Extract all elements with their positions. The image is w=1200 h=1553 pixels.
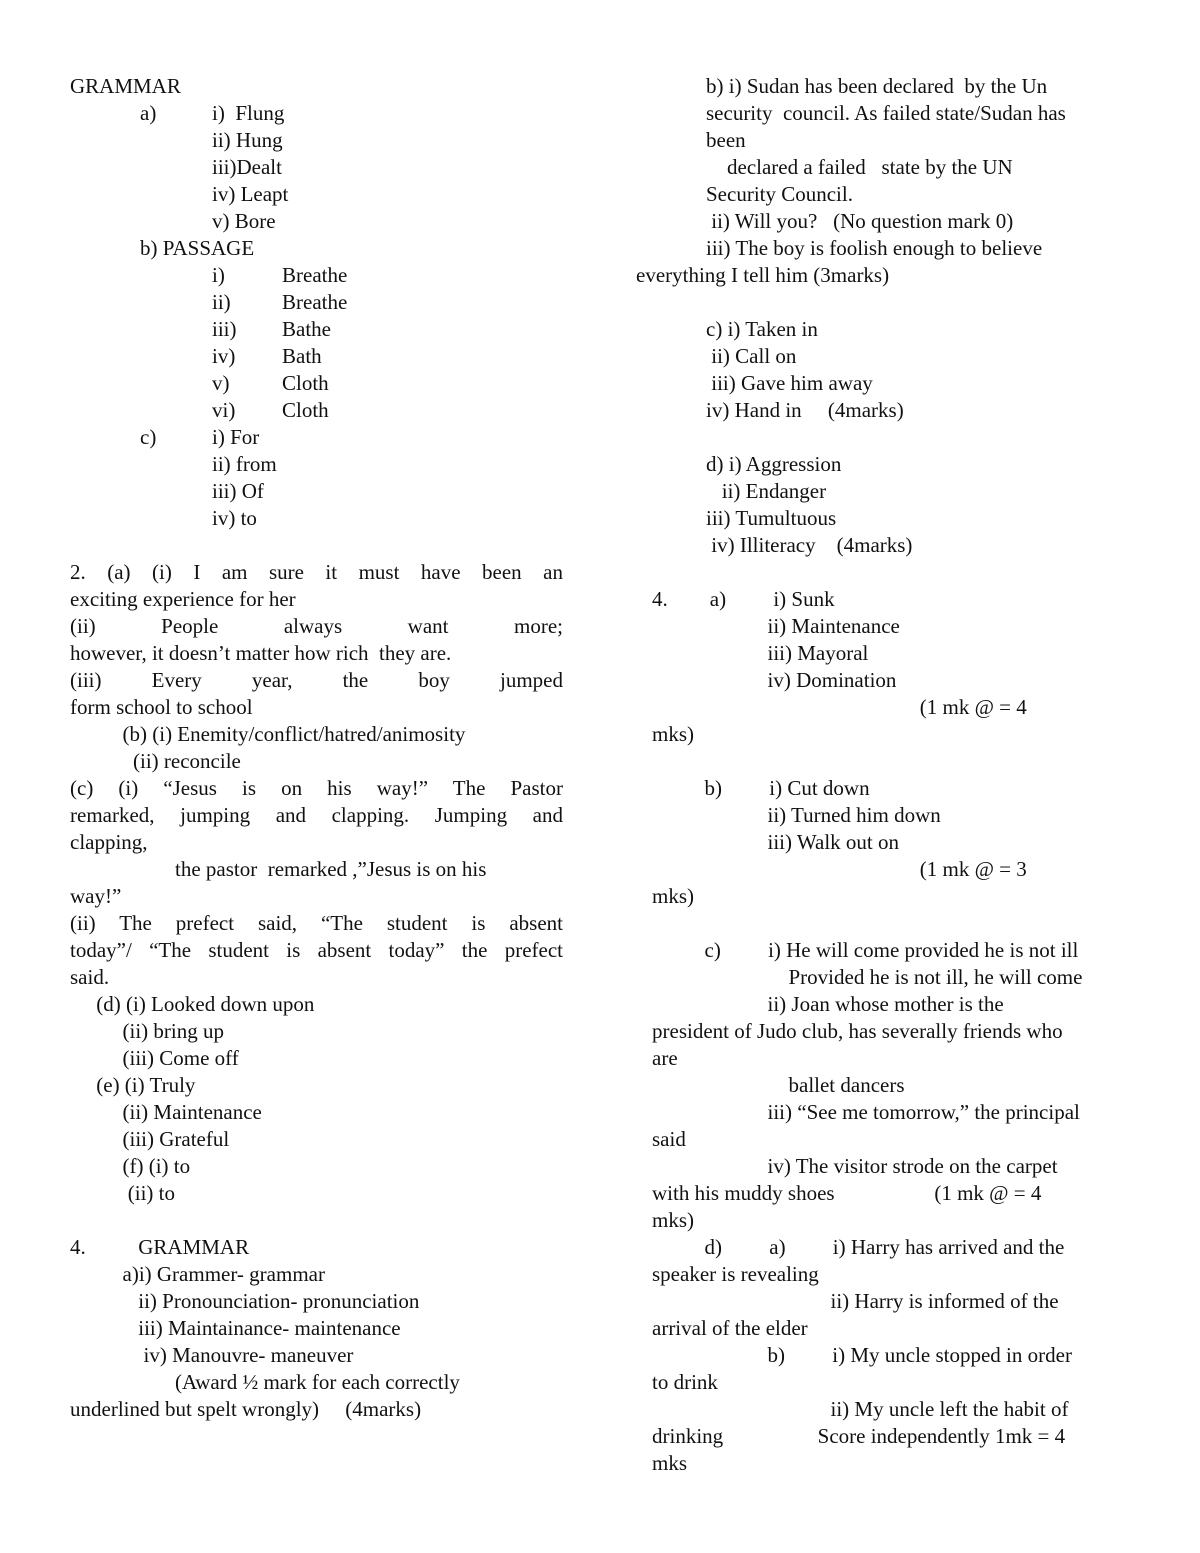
question-2-line: (ii) Maintenance bbox=[70, 1100, 262, 1124]
section-1b-label: b) PASSAGE bbox=[140, 236, 255, 260]
answer-1a-item: iv) Leapt bbox=[212, 182, 289, 206]
answer-1b-word: Bath bbox=[282, 344, 322, 368]
answer-1a-item: iii)Dealt bbox=[212, 155, 282, 179]
question-4-line: mks) bbox=[652, 722, 694, 746]
question-4-line: ii) Joan whose mother is the bbox=[652, 992, 1004, 1016]
question-4-line: mks) bbox=[652, 884, 694, 908]
question-2-line: today”/ “The student is absent today” the prefect bbox=[70, 938, 563, 962]
question-4-line: to drink bbox=[652, 1370, 718, 1394]
question-2-line: clapping, bbox=[70, 830, 148, 854]
question-4-line: b) i) My uncle stopped in order bbox=[652, 1343, 1072, 1367]
question-2-line: form school to school bbox=[70, 695, 253, 719]
question-4-line: iv) The visitor strode on the carpet bbox=[652, 1154, 1058, 1178]
section-d-line: ii) Endanger bbox=[706, 479, 827, 503]
answer-1b-number: vi) bbox=[212, 398, 236, 422]
question-4-grammar-line: 4. GRAMMAR bbox=[70, 1235, 250, 1259]
answer-1b-word: Cloth bbox=[282, 398, 329, 422]
question-4-grammar-line: iii) Maintainance- maintenance bbox=[70, 1316, 401, 1340]
question-4-line: ii) Harry is informed of the bbox=[652, 1289, 1059, 1313]
answer-1b-number: i) bbox=[212, 263, 225, 287]
answer-1b-number: v) bbox=[212, 371, 230, 395]
answer-1b-word: Cloth bbox=[282, 371, 329, 395]
question-2-line: way!” bbox=[70, 884, 122, 908]
answer-1b-word: Breathe bbox=[282, 290, 348, 314]
question-4-line: iii) Mayoral bbox=[652, 641, 869, 665]
question-2-line: exciting experience for her bbox=[70, 587, 296, 611]
question-2-line: (ii) People always want more; bbox=[70, 614, 563, 638]
question-4-line: iii) “See me tomorrow,” the principal bbox=[652, 1100, 1080, 1124]
question-4-line: d) a) i) Harry has arrived and the bbox=[652, 1235, 1065, 1259]
question-4-grammar-line: underlined but spelt wrongly) (4marks) bbox=[70, 1397, 422, 1421]
answer-1a-item: ii) Hung bbox=[212, 128, 283, 152]
question-2-line: (c) (i) “Jesus is on his way!” The Pastor bbox=[70, 776, 563, 800]
section-b-line: everything I tell him (3marks) bbox=[636, 263, 890, 287]
question-2-line: (ii) The prefect said, “The student is absent bbox=[70, 911, 563, 935]
question-2-line: (ii) to bbox=[70, 1181, 175, 1205]
section-d-line: iv) Illiteracy (4marks) bbox=[706, 533, 913, 557]
answer-1b-number: iv) bbox=[212, 344, 236, 368]
question-4-line: arrival of the elder bbox=[652, 1316, 808, 1340]
section-d-line: d) i) Aggression bbox=[706, 452, 842, 476]
question-4-line: b) i) Cut down bbox=[652, 776, 870, 800]
question-2-line: (ii) reconcile bbox=[70, 749, 241, 773]
question-4-line: ii) Turned him down bbox=[652, 803, 941, 827]
question-4-line: president of Judo club, has severally friends who bbox=[652, 1019, 1063, 1043]
question-4-line: ii) Maintenance bbox=[652, 614, 900, 638]
answer-1b-word: Breathe bbox=[282, 263, 348, 287]
section-b-line: security council. As failed state/Sudan has bbox=[706, 101, 1066, 125]
section-1c-label: c) bbox=[140, 425, 157, 449]
answer-1b-number: iii) bbox=[212, 317, 237, 341]
question-4-grammar-line: ii) Pronounciation- pronunciation bbox=[70, 1289, 420, 1313]
question-4-line: (1 mk @ = 3 bbox=[652, 857, 1027, 881]
question-4-line: speaker is revealing bbox=[652, 1262, 819, 1286]
section-b-line: Security Council. bbox=[706, 182, 853, 206]
question-2-line: 2. (a) (i) I am sure it must have been an bbox=[70, 560, 563, 584]
question-2-line: the pastor remarked ,”Jesus is on his bbox=[70, 857, 487, 881]
question-4-line: said bbox=[652, 1127, 686, 1151]
section-b-line: declared a failed state by the UN bbox=[706, 155, 1013, 179]
answer-1c-item: iv) to bbox=[212, 506, 257, 530]
question-2-line: (f) (i) to bbox=[70, 1154, 191, 1178]
answer-1a-item: v) Bore bbox=[212, 209, 276, 233]
question-2-line: however, it doesn’t matter how rich they are. bbox=[70, 641, 452, 665]
question-4-line: mks) bbox=[652, 1208, 694, 1232]
question-2-line: (ii) bring up bbox=[70, 1019, 224, 1043]
question-2-line: (e) (i) Truly bbox=[70, 1073, 196, 1097]
question-4-line: drinking Score independently 1mk = 4 bbox=[652, 1424, 1066, 1448]
question-2-line: (d) (i) Looked down upon bbox=[70, 992, 315, 1016]
section-c-line: iv) Hand in (4marks) bbox=[706, 398, 904, 422]
section-c-line: iii) Gave him away bbox=[706, 371, 873, 395]
question-4-line: iii) Walk out on bbox=[652, 830, 899, 854]
question-4-grammar-line: iv) Manouvre- maneuver bbox=[70, 1343, 354, 1367]
question-4-line: are bbox=[652, 1046, 678, 1070]
section-b-line: b) i) Sudan has been declared by the Un bbox=[706, 74, 1048, 98]
answer-1c-item: i) For bbox=[212, 425, 260, 449]
question-4-grammar-line: (Award ½ mark for each correctly bbox=[70, 1370, 460, 1394]
section-1a-label: a) bbox=[140, 101, 157, 125]
question-4-line: iv) Domination bbox=[652, 668, 897, 692]
question-4-line: with his muddy shoes (1 mk @ = 4 bbox=[652, 1181, 1042, 1205]
question-2-line: said. bbox=[70, 965, 110, 989]
answer-1a-item: i) Flung bbox=[212, 101, 285, 125]
question-4-line: Provided he is not ill, he will come bbox=[652, 965, 1083, 989]
section-b-line: iii) The boy is foolish enough to believe bbox=[706, 236, 1043, 260]
question-4-line: (1 mk @ = 4 bbox=[652, 695, 1027, 719]
answer-1b-number: ii) bbox=[212, 290, 231, 314]
answer-1c-item: iii) Of bbox=[212, 479, 264, 503]
question-4-line: mks bbox=[652, 1451, 688, 1475]
question-2-line: (b) (i) Enemity/conflict/hatred/animosity bbox=[70, 722, 466, 746]
question-2-line: (iii) Come off bbox=[70, 1046, 239, 1070]
section-c-line: ii) Call on bbox=[706, 344, 797, 368]
answer-1b-word: Bathe bbox=[282, 317, 331, 341]
question-2-line: remarked, jumping and clapping. Jumping and bbox=[70, 803, 563, 827]
heading-grammar: GRAMMAR bbox=[70, 74, 181, 98]
section-b-line: ii) Will you? (No question mark 0) bbox=[706, 209, 1014, 233]
answer-1c-item: ii) from bbox=[212, 452, 277, 476]
question-2-line: (iii) Every year, the boy jumped bbox=[70, 668, 563, 692]
question-4-grammar-line: a)i) Grammer- grammar bbox=[70, 1262, 325, 1286]
question-4-line: ballet dancers bbox=[652, 1073, 905, 1097]
section-d-line: iii) Tumultuous bbox=[706, 506, 837, 530]
question-4-line: 4. a) i) Sunk bbox=[652, 587, 835, 611]
question-4-line: c) i) He will come provided he is not ill bbox=[652, 938, 1079, 962]
section-c-line: c) i) Taken in bbox=[706, 317, 818, 341]
section-b-line: been bbox=[706, 128, 746, 152]
question-4-line: ii) My uncle left the habit of bbox=[652, 1397, 1069, 1421]
question-2-line: (iii) Grateful bbox=[70, 1127, 230, 1151]
